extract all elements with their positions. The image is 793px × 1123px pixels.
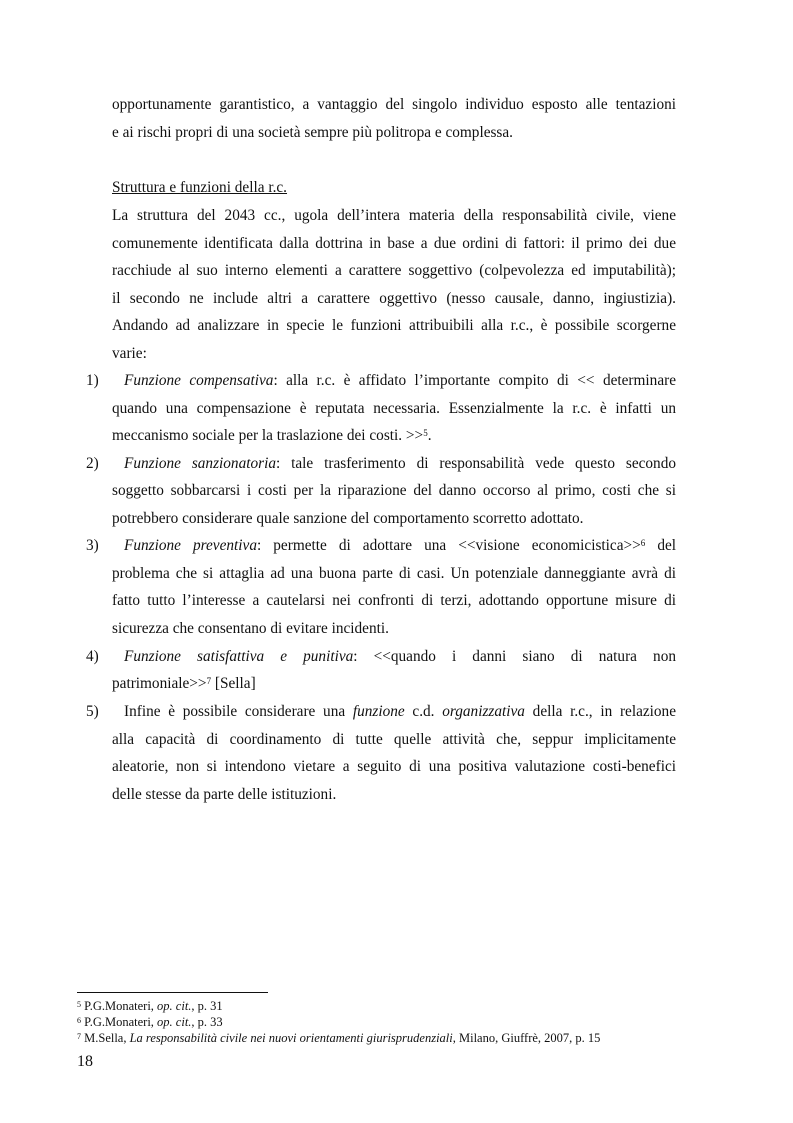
item-4-line-2 xyxy=(112,675,256,693)
item-4-title: Funzione satisfattiva e punitiva xyxy=(124,648,354,665)
item-1-line-3-end: . xyxy=(427,427,432,444)
item-3-line-3: fatto tutto l’interesse a cautelarsi nei confronti di terzi, adottando opportune misure di xyxy=(112,592,676,609)
para-line-6: varie: xyxy=(112,345,147,362)
item-5-term-organizzativa: organizzativa xyxy=(442,703,525,720)
item-3-line-1 xyxy=(124,537,676,555)
para-line-5: Andando ad analizzare in specie le funzioni attribuibili alla r.c., è possibile scorgerne xyxy=(112,317,676,334)
item-1-line-3-text: meccanismo sociale per la traslazione dei costi. >> xyxy=(112,427,424,444)
para-line-2: comunemente identificata dalla dottrina in base a due ordini di fattori: il primo dei due xyxy=(112,235,676,252)
item-2-line-1 xyxy=(124,455,676,473)
footnote-ref-7: 7 xyxy=(206,676,212,686)
footnote-7-author: M.Sella, xyxy=(84,1031,130,1045)
footnote-5-rest: , p. 31 xyxy=(191,999,223,1013)
footnote-separator xyxy=(77,992,268,993)
item-3-line-2: problema che si attaglia ad una buona parte di casi. Un potenziale danneggiante avrà di xyxy=(112,565,676,582)
footnote-6 xyxy=(77,1015,223,1030)
item-5-line-1-b: c.d. xyxy=(404,703,443,720)
item-number-2: 2) xyxy=(86,455,99,472)
item-4-line-2-text: patrimoniale>> xyxy=(112,675,207,692)
footnote-7-rest: , Milano, Giuffrè, 2007, p. 15 xyxy=(452,1031,601,1045)
footnote-5-num: 5 xyxy=(77,1000,81,1009)
para-line-1: La struttura del 2043 cc., ugola dell’intera materia della responsabilità civile, viene xyxy=(112,207,676,224)
item-3-line-4: sicurezza che consentano di evitare incidenti. xyxy=(112,620,389,637)
item-2-line-2: soggetto sobbarcarsi i costi per la riparazione del danno occorso al primo, costi che si xyxy=(112,482,676,499)
footnote-5-author: P.G.Monateri, xyxy=(84,999,158,1013)
intro-line-2: e ai rischi propri di una società sempre più politropa e complessa. xyxy=(112,124,513,141)
para-line-4: il secondo ne include altri a carattere oggettivo (nesso causale, danno, ingiustizia). xyxy=(112,290,676,307)
footnote-5 xyxy=(77,999,223,1014)
page-number: 18 xyxy=(77,1053,93,1070)
item-2-line-1-text: : tale trasferimento di responsabilità vede questo secondo xyxy=(275,455,676,472)
footnote-7-ref: La responsabilità civile nei nuovi orientamenti giurisprudenziali xyxy=(129,1031,453,1045)
item-3-line-1-end: del xyxy=(645,537,677,554)
footnote-6-author: P.G.Monateri, xyxy=(84,1015,158,1029)
item-number-3: 3) xyxy=(86,537,99,554)
item-2-line-3: potrebbero considerare quale sanzione del comportamento scorretto adottato. xyxy=(112,510,584,527)
item-3-line-1-text: : permette di adottare una <<visione economicistica>> xyxy=(256,537,641,554)
item-5-line-1 xyxy=(124,703,676,721)
footnote-ref-5: 5 xyxy=(423,428,428,438)
item-number-1: 1) xyxy=(86,372,99,389)
item-5-line-1-a: Infine è possibile considerare una xyxy=(124,703,353,720)
footnote-7 xyxy=(77,1031,600,1046)
item-5-line-3: aleatorie, non si intendono vietare a seguito di una positiva valutazione costi-benefici xyxy=(112,758,676,775)
item-2-title: Funzione sanzionatoria xyxy=(124,455,276,472)
item-4-line-2-end: [Sella] xyxy=(211,675,256,692)
item-number-5: 5) xyxy=(86,703,99,720)
item-5-line-1-c: della r.c., in relazione xyxy=(524,703,676,720)
item-1-line-3 xyxy=(112,427,432,445)
item-3-title: Funzione preventiva xyxy=(124,537,257,554)
item-1-line-1-text: : alla r.c. è affidato l’importante compito di << determinare xyxy=(273,372,676,389)
section-heading: Struttura e funzioni della r.c. xyxy=(112,179,288,196)
item-5-line-4: delle stesse da parte delle istituzioni. xyxy=(112,786,337,803)
footnote-7-num: 7 xyxy=(77,1032,81,1041)
item-5-term-funzione: funzione xyxy=(352,703,405,720)
item-number-4: 4) xyxy=(86,648,99,665)
item-4-line-1-text: : <<quando i danni siano di natura non xyxy=(353,648,676,665)
footnote-6-num: 6 xyxy=(77,1016,81,1025)
item-1-line-1 xyxy=(124,372,676,390)
intro-line-1: opportunamente garantistico, a vantaggio del singolo individuo esposto alle tentazioni xyxy=(112,96,676,113)
item-5-line-2: alla capacità di coordinamento di tutte quelle attività che, seppur implicitamente xyxy=(112,731,676,748)
item-1-line-2: quando una compensazione è reputata necessaria. Essenzialmente la r.c. è infatti un xyxy=(112,400,676,417)
item-4-line-1 xyxy=(124,648,676,666)
item-1-title: Funzione compensativa xyxy=(124,372,274,389)
footnote-5-ref: op. cit. xyxy=(157,999,192,1013)
footnote-6-ref: op. cit. xyxy=(157,1015,192,1029)
footnote-6-rest: , p. 33 xyxy=(191,1015,223,1029)
footnote-ref-6: 6 xyxy=(640,538,646,548)
para-line-3: racchiude al suo interno elementi a carattere soggettivo (colpevolezza ed imputabilità); xyxy=(112,262,676,279)
